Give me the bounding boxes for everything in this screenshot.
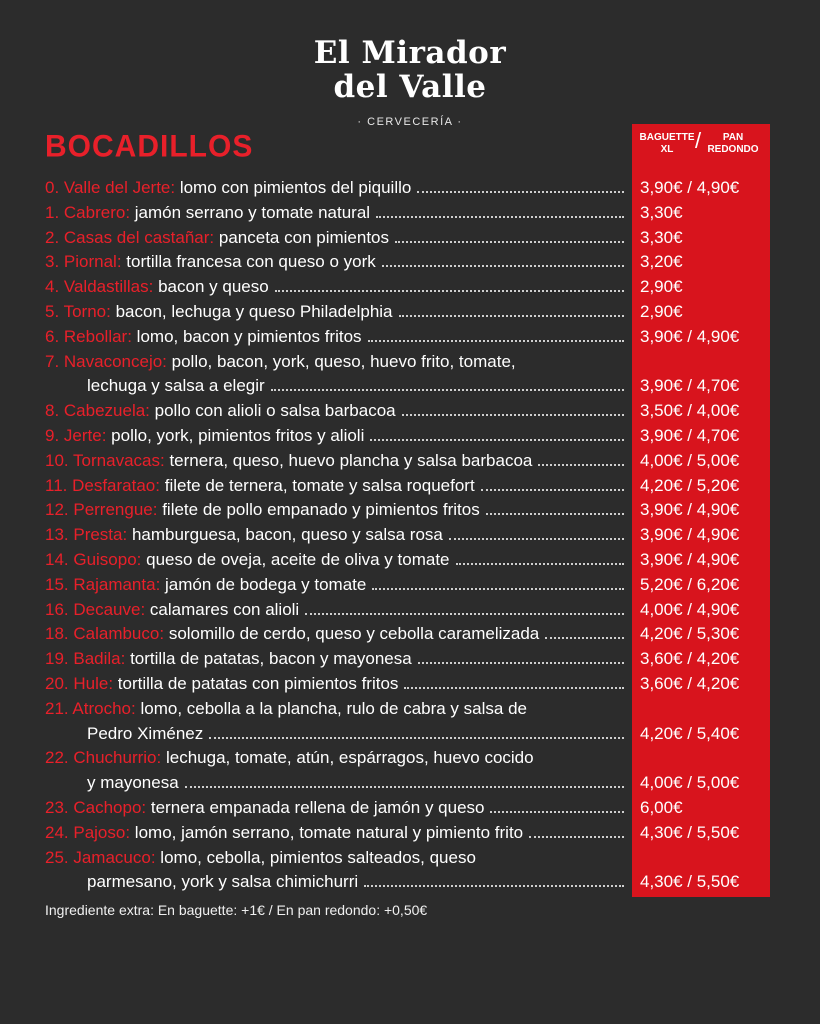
dot-leader bbox=[275, 290, 624, 292]
menu-item-line bbox=[45, 698, 630, 720]
menu-item-line bbox=[45, 351, 630, 373]
menu-item-name: 25. Jamacuco: bbox=[45, 847, 156, 867]
menu-item-description: lomo, bacon y pimientos fritos bbox=[136, 326, 362, 346]
menu-item bbox=[45, 227, 630, 249]
menu-item-price: 4,00€ / 5,00€ bbox=[640, 773, 740, 793]
menu-item bbox=[45, 351, 630, 398]
menu-item-name: 22. Chuchurrio: bbox=[45, 748, 162, 768]
menu-item-description: pollo, bacon, york, queso, huevo frito, tomate, bbox=[171, 351, 516, 371]
menu-item-description: ternera, queso, huevo plancha y salsa barbacoa bbox=[169, 450, 533, 470]
menu-item bbox=[45, 549, 630, 571]
menu-item-name: 4. Valdastillas: bbox=[45, 277, 154, 297]
menu-item-price: 2,90€ bbox=[640, 302, 683, 321]
footnote: Ingrediente extra: En baguette: +1€ / En pan redondo: +0,50€ bbox=[45, 902, 428, 918]
menu-item-line bbox=[45, 202, 630, 224]
menu-item-line bbox=[45, 747, 630, 769]
menu-item-name: 0. Valle del Jerte: bbox=[45, 178, 176, 197]
menu-item-name: 24. Pajoso: bbox=[45, 822, 131, 842]
menu-item-description-continued: lechuga y salsa a elegir bbox=[87, 376, 265, 396]
menu-item-price: 3,30€ bbox=[640, 227, 683, 247]
column-header-pan-line1: PAN bbox=[722, 132, 744, 143]
brand-header bbox=[0, 36, 820, 128]
menu-item-description: tortilla francesa con queso o york bbox=[126, 252, 376, 272]
brand-name-line1: El Mirador bbox=[313, 35, 507, 71]
menu-item-description: tortilla de patatas con pimientos fritos bbox=[117, 674, 399, 693]
dot-leader bbox=[305, 613, 624, 615]
menu-item-name: 8. Cabezuela: bbox=[45, 401, 150, 421]
menu-item-description: queso de oveja, aceite de oliva y tomate bbox=[146, 550, 450, 569]
menu-item-description: tortilla de patatas, bacon y mayonesa bbox=[130, 649, 412, 669]
menu-item-description: lomo, cebolla, pimientos salteados, queso bbox=[160, 847, 476, 867]
menu-item-line bbox=[45, 177, 630, 199]
menu-item-price: 4,30€ / 5,50€ bbox=[640, 872, 740, 892]
menu-item-name: 12. Perrengue: bbox=[45, 500, 158, 520]
menu-item-line bbox=[45, 723, 630, 745]
menu-item-description: panceta con pimientos bbox=[218, 227, 389, 247]
column-header-separator: / bbox=[695, 128, 702, 153]
menu-item-price: 2,90€ bbox=[640, 277, 683, 297]
menu-item-price: 3,60€ / 4,20€ bbox=[640, 674, 740, 693]
dot-leader bbox=[370, 439, 624, 441]
menu-item-description: lomo con pimientos del piquillo bbox=[179, 178, 412, 197]
menu-item bbox=[45, 177, 630, 199]
menu-item-line bbox=[45, 276, 630, 298]
menu-item-price: 3,20€ bbox=[640, 252, 683, 272]
menu-item-name: 5. Torno: bbox=[45, 302, 111, 321]
menu-item-line bbox=[45, 301, 630, 323]
dot-leader bbox=[545, 637, 624, 639]
menu-item-price: 3,60€ / 4,20€ bbox=[640, 649, 740, 669]
menu-item-line bbox=[45, 475, 630, 497]
dot-leader bbox=[382, 265, 624, 267]
dot-leader bbox=[399, 315, 624, 317]
brand-subtitle: · CERVECERÍA · bbox=[357, 116, 463, 128]
menu-item-description-continued: parmesano, york y salsa chimichurri bbox=[87, 872, 359, 892]
dot-leader bbox=[364, 885, 624, 887]
menu-item bbox=[45, 574, 630, 596]
menu-item bbox=[45, 301, 630, 323]
menu-item-name: 19. Badila: bbox=[45, 649, 126, 669]
menu-item-name: 23. Cachopo: bbox=[45, 798, 147, 817]
dot-leader bbox=[185, 786, 624, 788]
menu-item-price: 3,30€ bbox=[640, 202, 683, 222]
menu-item-description: ternera empanada rellena de jamón y queso bbox=[150, 798, 485, 817]
menu-item-name: 21. Atrocho: bbox=[45, 698, 136, 718]
menu-item bbox=[45, 698, 630, 745]
menu-item-line bbox=[45, 599, 630, 621]
column-header-baguette-line2: XL bbox=[660, 144, 674, 155]
dot-leader bbox=[490, 811, 624, 813]
dot-leader bbox=[449, 538, 624, 540]
brand-name-line2: del Valle bbox=[333, 69, 487, 105]
menu-item-description: hamburguesa, bacon, queso y salsa rosa bbox=[131, 525, 443, 545]
menu-item bbox=[45, 326, 630, 348]
menu-item-line bbox=[45, 648, 630, 670]
menu-item-line bbox=[45, 450, 630, 472]
menu-item bbox=[45, 425, 630, 447]
menu-item-name: 11. Desfaratao: bbox=[45, 475, 160, 495]
menu-item-description: calamares con alioli bbox=[149, 599, 300, 619]
menu-item-price: 3,90€ / 4,90€ bbox=[640, 550, 740, 569]
menu-item-line bbox=[45, 673, 630, 695]
menu-item-price: 6,00€ bbox=[640, 798, 683, 817]
dot-leader bbox=[368, 340, 624, 342]
menu-item-price: 4,00€ / 5,00€ bbox=[640, 450, 740, 470]
dot-leader bbox=[376, 216, 624, 218]
menu-item-description-continued: Pedro Ximénez bbox=[87, 723, 204, 743]
menu-item-price: 5,20€ / 6,20€ bbox=[640, 574, 740, 594]
menu-item-description: lomo, jamón serrano, tomate natural y pimiento frito bbox=[134, 822, 524, 842]
menu-item-name: 14. Guisopo: bbox=[45, 550, 142, 569]
menu-item-description: lomo, cebolla a la plancha, rulo de cabra y salsa de bbox=[140, 698, 527, 718]
menu-item-line bbox=[45, 847, 630, 869]
dot-leader bbox=[402, 414, 624, 416]
dot-leader bbox=[209, 737, 624, 739]
menu-item-name: 1. Cabrero: bbox=[45, 202, 131, 222]
dot-leader bbox=[417, 191, 624, 193]
menu-item bbox=[45, 400, 630, 422]
menu-item-line bbox=[45, 623, 630, 645]
menu-item-description-continued: y mayonesa bbox=[87, 773, 179, 793]
menu-item-name: 16. Decauve: bbox=[45, 599, 146, 619]
menu-item-description: pollo con alioli o salsa barbacoa bbox=[154, 401, 396, 421]
menu-item bbox=[45, 276, 630, 298]
dot-leader bbox=[486, 513, 624, 515]
menu-item-description: bacon, lechuga y queso Philadelphia bbox=[115, 302, 393, 321]
menu-item-name: 3. Piornal: bbox=[45, 252, 122, 272]
menu-item-description: bacon y queso bbox=[158, 277, 269, 297]
column-header-baguette-line1: BAGUETTE bbox=[639, 132, 695, 143]
menu-item-price: 4,20€ / 5,40€ bbox=[640, 723, 740, 743]
menu-item-description: lechuga, tomate, atún, espárragos, huevo cocido bbox=[165, 748, 534, 768]
menu-item bbox=[45, 599, 630, 621]
menu-item-price: 3,90€ / 4,70€ bbox=[640, 426, 740, 445]
menu-item-name: 2. Casas del castañar: bbox=[45, 227, 215, 247]
menu-item bbox=[45, 797, 630, 819]
dot-leader bbox=[271, 389, 624, 391]
menu-item-description: pollo, york, pimientos fritos y alioli bbox=[111, 426, 365, 445]
dot-leader bbox=[456, 563, 624, 565]
column-header-pan bbox=[702, 132, 764, 156]
menu-item-name: 9. Jerte: bbox=[45, 426, 107, 445]
menu-item-line bbox=[45, 425, 630, 447]
menu-item bbox=[45, 475, 630, 497]
menu-item bbox=[45, 251, 630, 273]
menu-item-line bbox=[45, 227, 630, 249]
menu-item bbox=[45, 747, 630, 794]
dot-leader bbox=[372, 588, 624, 590]
menu-item-price: 4,00€ / 4,90€ bbox=[640, 599, 740, 619]
menu-item-line bbox=[45, 871, 630, 893]
menu-item-name: 15. Rajamanta: bbox=[45, 574, 161, 594]
menu-item bbox=[45, 648, 630, 670]
menu-item-price: 4,20€ / 5,20€ bbox=[640, 475, 740, 495]
menu-item-price: 3,90€ / 4,90€ bbox=[640, 326, 740, 346]
menu-item-description: filete de pollo empanado y pimientos fritos bbox=[162, 500, 480, 520]
menu-item-price: 4,30€ / 5,50€ bbox=[640, 822, 740, 842]
menu-item-line bbox=[45, 400, 630, 422]
menu-item-description: solomillo de cerdo, queso y cebolla caramelizada bbox=[168, 624, 540, 644]
dot-leader bbox=[395, 241, 624, 243]
menu-item-price: 4,20€ / 5,30€ bbox=[640, 624, 740, 644]
menu-item-line bbox=[45, 326, 630, 348]
menu-item-price: 3,90€ / 4,70€ bbox=[640, 376, 740, 396]
menu-item-line bbox=[45, 524, 630, 546]
dot-leader bbox=[404, 687, 624, 689]
column-header-baguette bbox=[632, 132, 702, 156]
menu-item-line bbox=[45, 822, 630, 844]
menu-item-line bbox=[45, 251, 630, 273]
menu-item-line bbox=[45, 549, 630, 571]
menu-item bbox=[45, 847, 630, 894]
menu-item-description: jamón de bodega y tomate bbox=[165, 574, 367, 594]
menu-item bbox=[45, 202, 630, 224]
menu-item bbox=[45, 499, 630, 521]
menu-item-price: 3,50€ / 4,00€ bbox=[640, 401, 740, 421]
menu-item-line bbox=[45, 772, 630, 794]
menu-item-name: 10. Tornavacas: bbox=[45, 450, 165, 470]
dot-leader bbox=[538, 464, 624, 466]
column-header-pan-line2: REDONDO bbox=[707, 144, 759, 155]
menu-item-line bbox=[45, 574, 630, 596]
menu-item-line bbox=[45, 797, 630, 819]
section-title: BOCADILLOS bbox=[45, 129, 254, 164]
menu-item-description: jamón serrano y tomate natural bbox=[134, 202, 371, 222]
menu-item-line bbox=[45, 375, 630, 397]
dot-leader bbox=[418, 662, 624, 664]
menu-item-line bbox=[45, 499, 630, 521]
menu-item-name: 13. Presta: bbox=[45, 525, 128, 545]
menu-item-price: 3,90€ / 4,90€ bbox=[640, 178, 740, 197]
menu-item bbox=[45, 623, 630, 645]
menu-item-name: 7. Navaconcejo: bbox=[45, 351, 167, 371]
menu-item-name: 20. Hule: bbox=[45, 674, 114, 693]
menu-item bbox=[45, 524, 630, 546]
menu-item-price: 3,90€ / 4,90€ bbox=[640, 525, 740, 545]
menu-item-name: 6. Rebollar: bbox=[45, 326, 132, 346]
menu-item-description: filete de ternera, tomate y salsa roquefort bbox=[164, 475, 475, 495]
dot-leader bbox=[481, 489, 624, 491]
menu-item bbox=[45, 822, 630, 844]
menu-item-price: 3,90€ / 4,90€ bbox=[640, 500, 740, 520]
menu-item-name: 18. Calambuco: bbox=[45, 624, 165, 644]
dot-leader bbox=[529, 836, 624, 838]
menu-item bbox=[45, 450, 630, 472]
menu-item bbox=[45, 673, 630, 695]
